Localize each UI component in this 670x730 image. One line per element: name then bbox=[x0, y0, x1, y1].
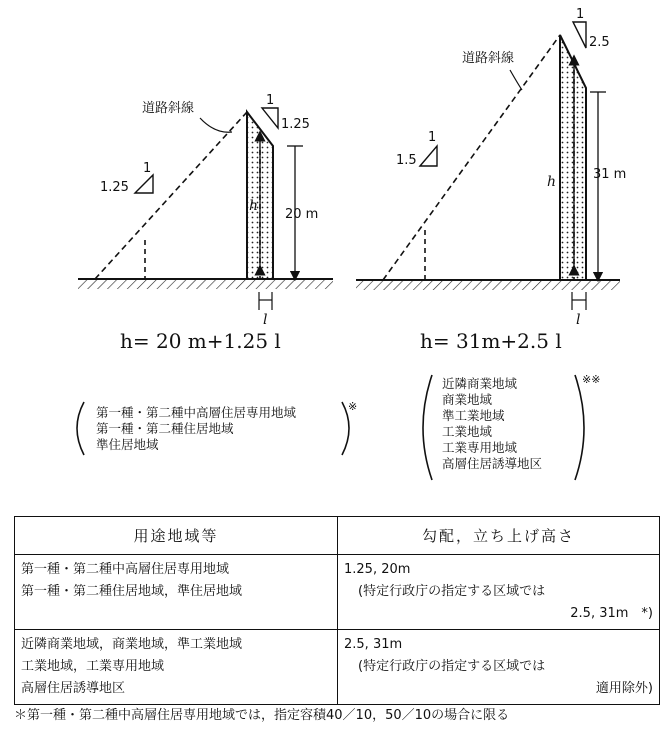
table-row bbox=[15, 630, 660, 705]
table-row bbox=[15, 555, 660, 630]
cell-line: (特定行政庁の指定する区域では bbox=[358, 659, 546, 674]
slope-small-run: 1 bbox=[428, 130, 437, 145]
l-symbol: l bbox=[576, 312, 581, 328]
cell-line: 近隣商業地域，商業地域，準工業地域 bbox=[21, 637, 243, 652]
left-zones-mark: ※ bbox=[348, 400, 358, 413]
header-slope-height: 勾配，立ち上げ高さ bbox=[338, 517, 660, 555]
zone-item: 準住居地域 bbox=[96, 437, 159, 452]
slope-big-rise: 1.25 bbox=[281, 117, 310, 132]
zone-item: 近隣商業地域 bbox=[442, 376, 518, 391]
slope-small-triangle bbox=[135, 175, 153, 193]
road-label: 道路斜線 bbox=[462, 51, 515, 66]
row1-values bbox=[338, 555, 660, 630]
header-zones: 用途地域等 bbox=[15, 517, 338, 555]
slope-big-run: 1 bbox=[576, 7, 585, 22]
right-zones-open-paren bbox=[423, 375, 432, 480]
zone-item: 準工業地域 bbox=[442, 408, 505, 423]
cell-line: 工業地域，工業専用地域 bbox=[21, 659, 165, 674]
slope-big-rise: 2.5 bbox=[589, 35, 610, 50]
cell-line: 2.5, 31m bbox=[344, 637, 403, 652]
zone-item: 工業地域 bbox=[442, 424, 493, 439]
slope-small-rise: 1.5 bbox=[396, 153, 417, 168]
road-leader bbox=[510, 70, 522, 90]
slope-big-run: 1 bbox=[266, 93, 275, 108]
slope-small-run: 1 bbox=[143, 161, 152, 176]
cell-line: 1.25, 20m bbox=[344, 562, 411, 577]
rules-table bbox=[14, 516, 660, 705]
cell-line: 第一種・第二種住居地域，準住居地域 bbox=[21, 584, 243, 599]
slope-small-triangle bbox=[420, 146, 437, 166]
row1-zones bbox=[15, 555, 338, 630]
slope-big-triangle bbox=[573, 22, 586, 48]
cell-line: 適用除外) bbox=[595, 681, 653, 696]
formula-left: h= 20 m+1.25 l bbox=[120, 329, 281, 353]
road-leader bbox=[200, 118, 232, 132]
left-diagram bbox=[78, 93, 333, 353]
row2-values bbox=[338, 630, 660, 705]
slope-big-triangle bbox=[262, 108, 278, 128]
footnote: ＊第一種・第二種中高層住居専用地域では，指定容積40／10，50／10の場合に限る bbox=[14, 708, 510, 723]
ground-hatch bbox=[78, 279, 333, 289]
h-symbol: h bbox=[547, 174, 557, 190]
right-zones-close-paren bbox=[575, 375, 584, 480]
cell-line: (特定行政庁の指定する区域では bbox=[358, 584, 546, 599]
cell-line: 2.5, 31m *) bbox=[570, 606, 653, 621]
right-diagram bbox=[356, 7, 626, 353]
formula-right: h= 31m+2.5 l bbox=[420, 329, 562, 353]
ground-hatch bbox=[356, 280, 620, 290]
zone-item: 商業地域 bbox=[442, 392, 493, 407]
row2-zones bbox=[15, 630, 338, 705]
cell-line: 第一種・第二種中高層住居専用地域 bbox=[21, 562, 230, 577]
cell-line: 高層住居誘導地区 bbox=[21, 681, 126, 696]
l-symbol: l bbox=[263, 312, 268, 328]
left-zones-list bbox=[96, 405, 296, 453]
building-profile bbox=[560, 35, 586, 280]
h-symbol: h bbox=[249, 198, 259, 214]
right-zones-list bbox=[442, 376, 542, 472]
road-label: 道路斜線 bbox=[142, 101, 195, 116]
zone-item: 第一種・第二種中高層住居専用地域 bbox=[96, 405, 297, 420]
right-zones-mark: ※※ bbox=[582, 373, 601, 386]
zone-item: 工業専用地域 bbox=[442, 440, 518, 455]
height-label: 31 m bbox=[593, 167, 627, 182]
height-label: 20 m bbox=[285, 207, 319, 222]
road-slope-line bbox=[95, 112, 247, 279]
zone-item: 高層住居誘導地区 bbox=[442, 456, 543, 471]
zone-item: 第一種・第二種住居地域 bbox=[96, 421, 234, 436]
left-zones-open-paren bbox=[77, 402, 84, 455]
table-header-row bbox=[15, 517, 660, 555]
slope-small-rise: 1.25 bbox=[100, 180, 129, 195]
